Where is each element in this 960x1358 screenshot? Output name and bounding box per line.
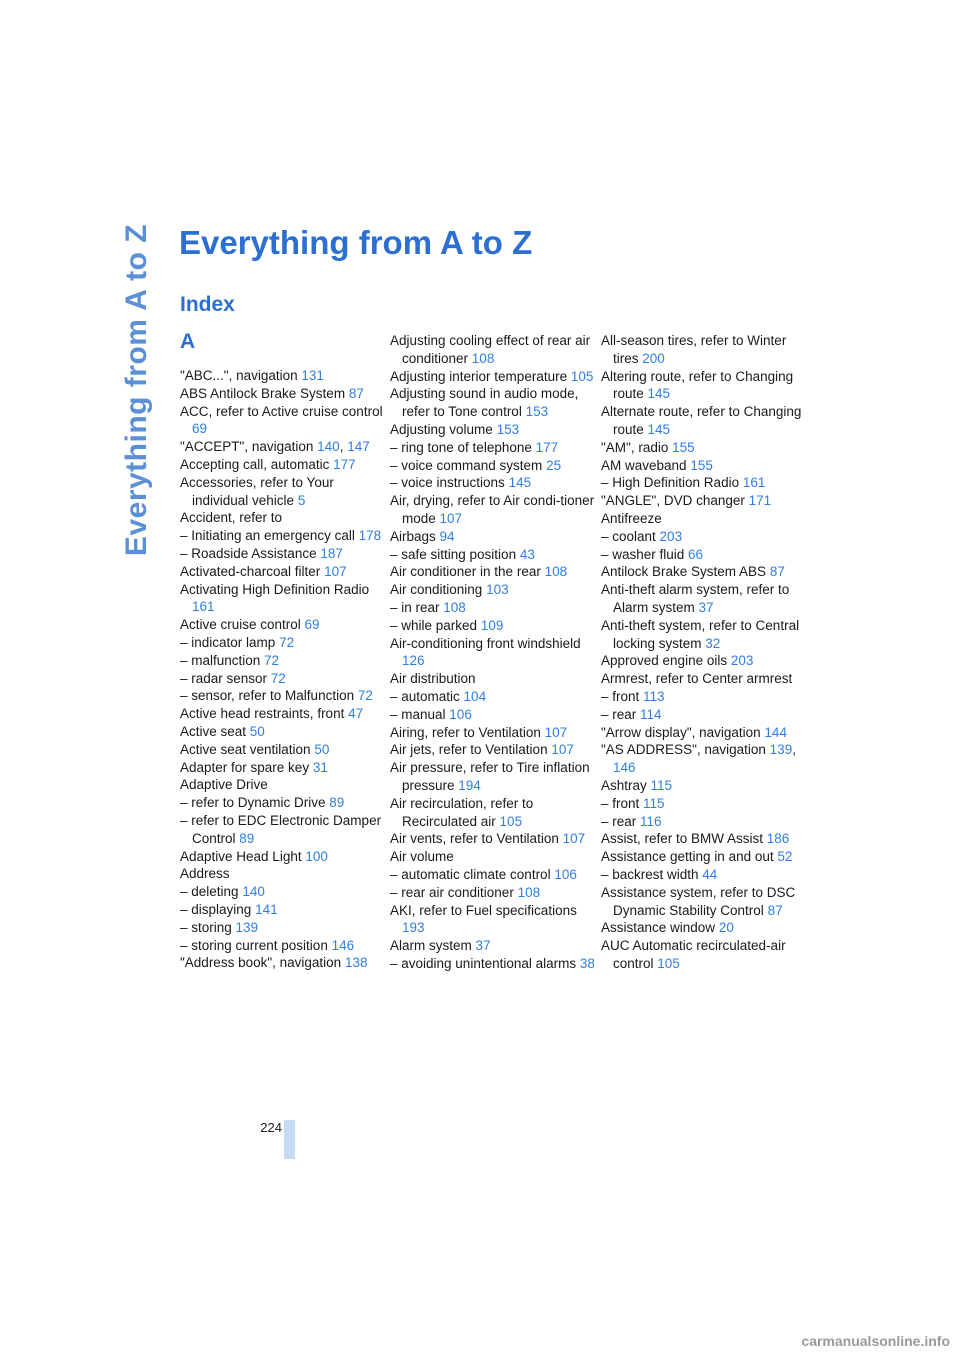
page-reference-link[interactable]: 25 [546,457,562,473]
index-entry-text: – automatic climate control [390,866,555,882]
page-reference-link[interactable]: 113 [643,688,665,704]
index-entry-text: – refer to EDC Electronic Damper Control [180,812,382,846]
index-entry-text: – backrest width [601,866,703,882]
index-entry-text: Air, drying, refer to Air condi-tioner mode [390,493,595,526]
page-reference-link[interactable]: 177 [333,456,356,472]
index-entry-text: ACC, refer to Active cruise control [180,403,383,419]
page-reference-link[interactable]: 89 [239,830,255,846]
index-entry [180,581,385,617]
index-entry [390,884,595,902]
index-entry-text: – ring tone of telephone [390,439,536,455]
index-entry-text: – rear [601,813,641,829]
index-entry [180,474,385,510]
index-entry [601,724,806,742]
side-section-title [113,223,161,557]
index-entry-text: Assist, refer to BMW Assist [601,831,767,847]
index-entry [390,635,595,671]
index-entry [390,528,595,546]
index-entry-text: – Roadside Assistance [180,545,321,561]
page-reference-link[interactable]: 87 [767,902,783,918]
index-entry [601,617,806,653]
index-entry-text: Activating High Definition Radio [180,581,370,597]
page-reference-link[interactable]: 145 [508,475,532,491]
page-reference-link[interactable]: 171 [748,493,772,509]
page-reference-link[interactable]: 66 [688,546,704,562]
index-entry [390,385,595,421]
side-section-title-text: Everything from A to Z [120,223,153,557]
index-entry [601,403,806,439]
index-entry-text: Adjusting cooling effect of rear air conditioner [390,333,591,366]
page-reference-link[interactable]: 20 [718,920,734,936]
index-entry [180,705,385,723]
page-reference-link[interactable]: 50 [314,741,330,757]
index-entry [390,332,595,368]
index-entry [601,439,806,457]
index-entry-text: – storing [180,919,236,935]
index-entry-text: Activated-charcoal filter [180,563,325,579]
index-column-3 [601,332,806,973]
page-reference-link[interactable]: 107 [562,831,586,847]
index-entry-text: Adapter for spare key [180,759,313,775]
page-reference-link[interactable]: 43 [519,546,535,562]
letter-heading: A [180,330,196,353]
page-reference-link[interactable]: 107 [439,510,463,526]
page-reference-link[interactable]: 145 [647,386,671,402]
index-entry [390,563,595,581]
index-entry [180,616,385,634]
page-reference-link[interactable]: 107 [324,563,347,579]
page-reference-link[interactable]: 139 [235,919,259,935]
index-entry [180,848,385,866]
index-entry-text: "ANGLE", DVD changer [601,493,749,509]
index-entry [390,421,595,439]
page-reference-link[interactable]: 141 [255,901,278,917]
page-reference-link[interactable]: 193 [402,920,425,936]
page-reference-link[interactable]: 139 [769,742,793,758]
page-reference-link[interactable]: 131 [301,368,324,383]
index-entry-text: – rear air conditioner [390,884,518,900]
index-entry-text: "ABC...", navigation [180,368,302,383]
page-reference-link[interactable]: 109 [480,617,504,633]
index-entry [390,937,595,955]
page-reference-link[interactable]: 147 [347,439,370,455]
index-entry-text: All-season tires, refer to Winter tires [601,333,787,366]
index-entry-text: – manual [390,706,450,722]
index-entry-text: – Initiating an emergency call [180,528,359,544]
index-entry [180,776,385,794]
page-reference-link[interactable]: 108 [544,564,568,580]
index-entry [390,474,595,492]
index-entry [390,599,595,617]
page-reference-link[interactable]: 32 [705,635,721,651]
index-entry-text: Active seat ventilation [180,741,315,757]
index-entry-text: – safe sitting position [390,546,520,562]
index-entry-text: Antilock Brake System ABS [601,564,770,580]
index-entry [390,741,595,759]
index-entry-text: Adjusting volume [390,421,497,437]
index-entry [390,902,595,938]
index-entry [180,812,385,848]
page-reference-link[interactable]: 126 [402,653,425,669]
page-reference-link[interactable]: 72 [357,688,373,704]
index-entry-text: Accessories, refer to Your individual vehicle [180,474,334,508]
page-reference-link[interactable]: 203 [730,653,754,669]
index-entry-text: Air volume [390,849,454,865]
index-entry-text: – displaying [180,901,256,917]
index-entry [601,688,806,706]
index-entry [390,830,595,848]
index-entry [601,528,806,546]
index-entry-text: Air distribution [390,671,476,687]
index-entry [180,509,385,527]
page-reference-link[interactable]: 106 [449,706,472,722]
index-entry-text: Air vents, refer to Ventilation [390,831,563,847]
index-entry-text: – sensor, refer to Malfunction [180,688,358,704]
page-reference-link[interactable]: 146 [613,760,636,776]
index-entry [180,652,385,670]
index-entry-text: – washer fluid [601,546,689,562]
index-entry-text: – front [601,795,644,811]
index-entry [601,919,806,937]
page-reference-link[interactable]: 31 [312,759,328,775]
index-entry [390,670,595,688]
index-entry-text: – coolant [601,528,660,544]
index-entry [601,866,806,884]
page-reference-link[interactable]: 116 [640,813,662,829]
page-number: 224 [260,1120,282,1135]
index-entry-text: Active seat [180,723,250,739]
index-entry [390,706,595,724]
page-reference-link[interactable]: 38 [579,955,595,971]
index-entry [601,848,806,866]
index-entry-text: Address [180,866,230,882]
page-reference-link[interactable]: 178 [358,528,382,544]
index-entry-text: "AS ADDRESS", navigation [601,742,770,758]
index-entry-text: Air-conditioning front windshield [390,635,581,651]
index-entry-text: ABS Antilock Brake System [180,385,349,401]
page-reference-link[interactable]: 114 [640,706,662,722]
index-entry-text: – radar sensor [180,670,271,686]
index-entry-text: Air conditioner in the rear [390,564,545,580]
index-entry-text: AM waveband [601,457,691,473]
page-reference-link[interactable]: 186 [766,831,790,847]
page-reference-link[interactable]: 37 [698,599,714,615]
index-entry [390,955,595,973]
index-entry [601,813,806,831]
index-entry-text: Active head restraints, front [180,706,349,722]
index-entry: "ACCEPT", navigation 140, 147 [180,439,370,455]
page-reference-link[interactable]: 105 [570,368,594,384]
index-entry [180,563,385,581]
page-reference-link[interactable]: 103 [486,582,509,598]
index-entry-text: – voice instructions [390,475,509,491]
index-entry [390,724,595,742]
index-entry-text: Assistance getting in and out [601,849,778,865]
page-reference-link[interactable]: 108 [443,599,466,615]
index-entry-text: "AM", radio [601,439,673,455]
index-entry-text: "Address book", navigation [180,955,345,971]
index-entry [390,759,595,795]
index-entry [390,795,595,831]
index-entry [390,581,595,599]
page-reference-link[interactable]: 161 [742,475,766,491]
page-reference-link[interactable]: 72 [279,634,295,650]
index-entry [180,865,385,883]
index-entry [601,510,806,528]
index-entry-text: Airbags [390,528,440,544]
index-entry [601,937,806,973]
index-entry-text: Assistance window [601,920,719,936]
page-reference-link[interactable]: 153 [496,421,520,437]
index-entry-text: – refer to Dynamic Drive [180,795,330,811]
index-entry [180,759,385,777]
page-reference-link[interactable]: 37 [475,938,491,954]
index-entry-text: – automatic [390,688,464,704]
index-entry-text: Active cruise control [180,617,305,633]
index-entry [180,687,385,705]
index-entry [390,439,595,457]
index-entry [390,866,595,884]
index-entry-text: Air conditioning [390,582,487,598]
index-entry [601,563,806,581]
index-entry-text: Anti-theft system, refer to Central locking system [601,617,800,651]
page-reference-link[interactable]: 72 [270,670,286,686]
index-entry-text: Altering route, refer to Changing route [601,368,794,402]
index-entry [180,901,385,919]
page-reference-link[interactable]: 144 [764,724,787,740]
page-reference-link[interactable]: 108 [471,350,495,366]
index-entry [601,830,806,848]
page-reference-link[interactable]: 89 [329,795,345,811]
page-reference-link[interactable]: 44 [702,866,718,882]
index-entry [390,546,595,564]
index-entry-text: – High Definition Radio [601,475,743,491]
index-entry-text: Accident, refer to [180,510,283,526]
index-entry [601,474,806,492]
index-entry-text: Antifreeze [601,510,662,526]
page-reference-link[interactable]: 138 [344,955,368,971]
index-entry-text: Armrest, refer to Center armrest [601,671,793,687]
index-entry-text: Adjusting sound in audio mode, refer to Tone control [390,386,579,420]
index-entry-text: – rear [601,706,641,722]
index-entry-text: Airing, refer to Ventilation [390,724,545,740]
index-column-1 [180,367,385,972]
footer-watermark: carmanualsonline.info [801,1333,950,1349]
page-reference-link[interactable]: 105 [657,955,680,971]
index-entry [180,741,385,759]
page-reference-link[interactable]: 146 [331,937,355,953]
index-entry-text: – deleting [180,884,243,900]
index-entry [180,385,385,403]
index-entry [390,492,595,528]
page-reference-link[interactable]: 115 [650,777,673,793]
index-entry [180,723,385,741]
index-entry-text: Adjusting interior temperature [390,368,571,384]
page-reference-link[interactable]: 155 [672,439,695,455]
page-reference-link[interactable]: 200 [642,350,665,366]
index-entry-text: Adaptive Head Light [180,848,306,864]
index-entry [601,368,806,404]
page-reference-link[interactable]: 105 [499,813,523,829]
index-heading: Index [180,293,235,316]
page-reference-link[interactable]: 69 [192,421,208,437]
index-entry [601,706,806,724]
index-entry [180,954,385,972]
page-reference-link[interactable]: 108 [517,884,541,900]
page-reference-link[interactable]: 50 [249,723,265,739]
page-reference-link[interactable]: 94 [439,528,455,544]
index-entry-text: – voice command system [390,457,547,473]
page-reference-link[interactable]: 145 [647,421,671,437]
index-entry-text: Alternate route, refer to Changing route [601,404,802,437]
index-entry-text: – avoiding unintentional alarms [390,955,580,971]
index-entry-text: Adaptive Drive [180,777,268,793]
index-entry [180,794,385,812]
page-reference-link[interactable]: 87 [769,564,785,580]
page-reference-link[interactable]: 161 [192,599,215,615]
index-entry [390,617,595,635]
page-reference-link[interactable]: 107 [551,742,574,758]
index-entry-text: – malfunction [180,652,265,668]
index-entry [601,546,806,564]
index-entry [390,368,595,386]
index-entry [180,634,385,652]
index-entry-text: Anti-theft alarm system, refer to Alarm system [601,582,790,615]
page-reference-link[interactable]: 140 [242,884,265,900]
page-reference-link[interactable]: 104 [463,688,487,704]
page-reference-link[interactable]: 100 [305,848,328,864]
index-entry [601,670,806,688]
index-entry [390,688,595,706]
index-entry-text: – storing current position [180,937,332,953]
page-reference-link[interactable]: 115 [643,795,665,811]
index-entry-text: – indicator lamp [180,634,280,650]
page-reference-link[interactable]: 140 [317,439,340,455]
index-entry-text: Alarm system [390,938,476,954]
page-reference-link[interactable]: 194 [458,777,481,793]
index-entry-text: Air pressure, refer to Tire inflation pressure [390,760,590,793]
page-reference-link[interactable]: 87 [348,385,364,401]
index-entry-text: "Arrow display", navigation [601,724,765,740]
index-column-2 [390,332,595,973]
index-entry [390,457,595,475]
index-entry [180,527,385,545]
index-entry-text: Accepting call, automatic [180,456,334,472]
index-entry-text: Air recirculation, refer to Recirculated air [390,795,534,829]
page-marker-bar [284,1120,295,1159]
index-entry [601,581,806,617]
page-reference-link[interactable]: 47 [348,706,364,722]
page-reference-link[interactable]: 72 [264,652,280,668]
page-reference-link[interactable]: 5 [297,492,306,508]
page-reference-link[interactable]: 187 [320,545,343,561]
page-reference-link[interactable]: 203 [659,528,683,544]
index-entry [390,848,595,866]
index-entry [180,367,385,385]
index-entry [601,652,806,670]
index-entry [601,884,806,920]
index-entry-text: Approved engine oils [601,653,731,669]
index-entry-text: AUC Automatic recirculated-air control [601,938,786,971]
index-entry-text: AKI, refer to Fuel specifications [390,902,577,918]
index-entry [601,777,806,795]
page-reference-link[interactable]: 52 [777,849,793,865]
index-entry-text: – while parked [390,617,481,633]
index-entry: "AS ADDRESS", navigation 139, 146 [601,742,796,776]
index-entry [180,403,385,439]
page-reference-link[interactable]: 106 [554,866,577,882]
index-entry [180,937,385,955]
index-entry [180,919,385,937]
index-entry [180,456,385,474]
page-reference-link[interactable]: 153 [525,404,549,420]
index-entry [180,545,385,563]
index-entry-text: Air jets, refer to Ventilation [390,742,552,758]
index-entry [180,883,385,901]
page-reference-link[interactable]: 107 [544,724,568,740]
index-entry [601,332,806,368]
page-reference-link[interactable]: 177 [535,439,559,455]
index-entry [601,492,806,510]
index-entry-text: Ashtray [601,777,651,793]
index-entry [180,670,385,688]
index-entry-text: – front [601,688,644,704]
index-entry-text: "ACCEPT", navigation [180,439,318,455]
page-title: Everything from A to Z [179,224,533,261]
index-entry [601,457,806,475]
page-reference-link[interactable]: 69 [304,617,320,633]
index-entry-text: Assistance system, refer to DSC Dynamic Stability Control [601,884,796,918]
page-reference-link[interactable]: 155 [690,457,713,473]
index-entry [601,795,806,813]
index-entry-text: – in rear [390,599,444,615]
